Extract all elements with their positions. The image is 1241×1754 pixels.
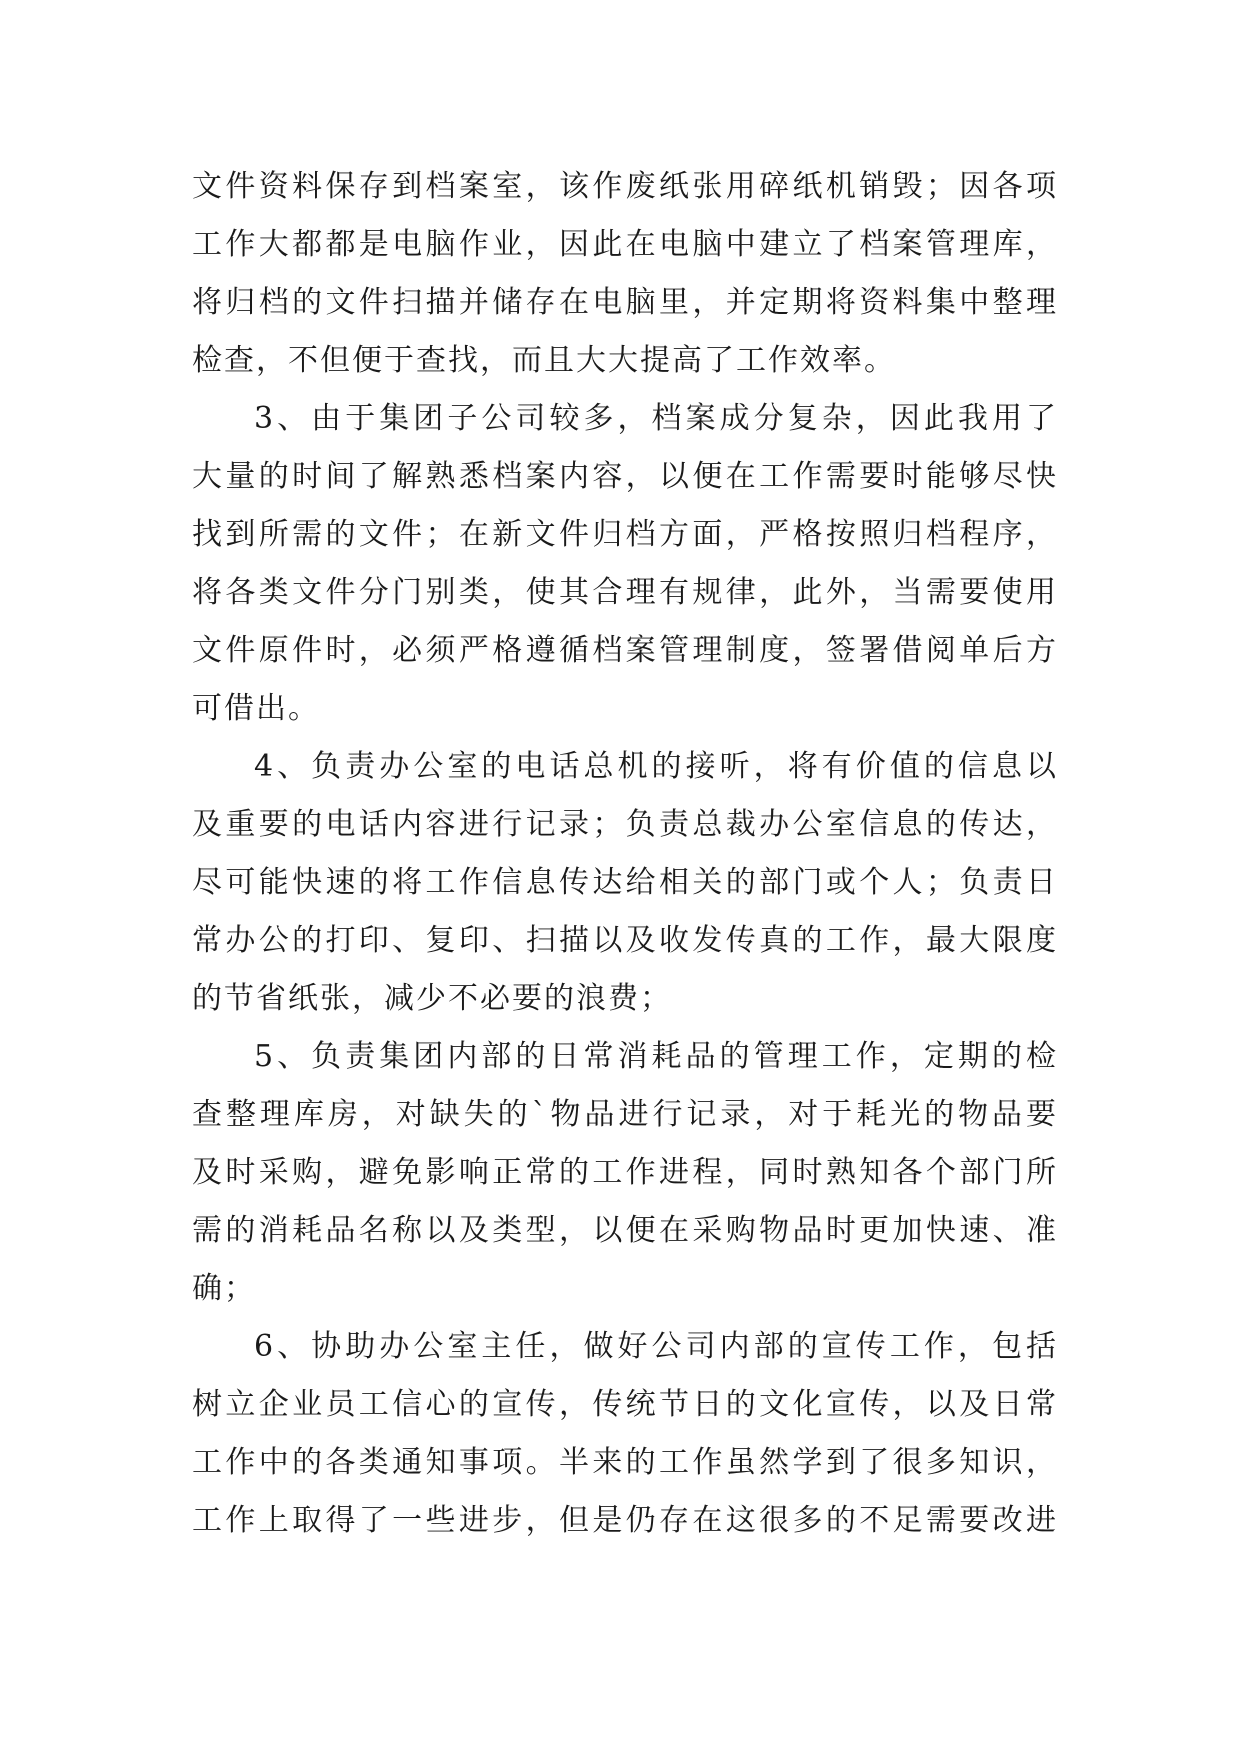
paragraph-3-line-5: 的节省纸张，减少不必要的浪费； (192, 981, 672, 1016)
paragraph-5-line-1: 6、协助办公室主任，做好公司内部的宣传工作，包括 (254, 1329, 1058, 1364)
paragraph-3-line-3: 尽可能快速的将工作信息传达给相关的部门或个人；负责日 (192, 865, 1058, 900)
paragraph-4-line-1: 5、负责集团内部的日常消耗品的管理工作，定期的检 (254, 1039, 1058, 1074)
paragraph-3-line-4: 常办公的打印、复印、扫描以及收发传真的工作，最大限度 (192, 923, 1058, 958)
paragraph-2-line-6: 可借出。 (192, 691, 320, 726)
paragraph-4-line-3: 及时采购，避免影响正常的工作进程，同时熟知各个部门所 (192, 1155, 1058, 1190)
paragraph-2-line-1: 3、由于集团子公司较多，档案成分复杂，因此我用了 (254, 401, 1058, 436)
paragraph-3-line-2: 及重要的电话内容进行记录；负责总裁办公室信息的传达， (192, 807, 1058, 842)
paragraph-2-line-2: 大量的时间了解熟悉档案内容，以便在工作需要时能够尽快 (192, 459, 1058, 494)
paragraph-1-line-3: 将归档的文件扫描并储存在电脑里，并定期将资料集中整理 (192, 285, 1058, 320)
document-body (192, 158, 1058, 1550)
paragraph-4-line-2: 查整理库房，对缺失的`物品进行记录，对于耗光的物品要 (192, 1097, 1058, 1132)
paragraph-1-line-1: 文件资料保存到档案室，该作废纸张用碎纸机销毁；因各项 (192, 169, 1058, 204)
paragraph-5-line-2: 树立企业员工信心的宣传，传统节日的文化宣传，以及日常 (192, 1387, 1058, 1422)
paragraph-5-line-3: 工作中的各类通知事项。半来的工作虽然学到了很多知识， (192, 1445, 1058, 1480)
paragraph-5-line-4: 工作上取得了一些进步，但是仍存在这很多的不足需要改进 (192, 1503, 1058, 1538)
paragraph-1-line-4: 检查，不但便于查找，而且大大提高了工作效率。 (192, 343, 896, 378)
paragraph-2-line-5: 文件原件时，必须严格遵循档案管理制度，签署借阅单后方 (192, 633, 1058, 668)
paragraph-3-line-1: 4、负责办公室的电话总机的接听，将有价值的信息以 (254, 749, 1058, 784)
paragraph-1-line-2: 工作大都都是电脑作业，因此在电脑中建立了档案管理库， (192, 227, 1058, 262)
paragraph-2-line-3: 找到所需的文件；在新文件归档方面，严格按照归档程序， (192, 517, 1058, 552)
paragraph-4-line-5: 确； (192, 1271, 256, 1306)
paragraph-4-line-4: 需的消耗品名称以及类型，以便在采购物品时更加快速、准 (192, 1213, 1058, 1248)
paragraph-2-line-4: 将各类文件分门别类，使其合理有规律，此外，当需要使用 (192, 575, 1058, 610)
